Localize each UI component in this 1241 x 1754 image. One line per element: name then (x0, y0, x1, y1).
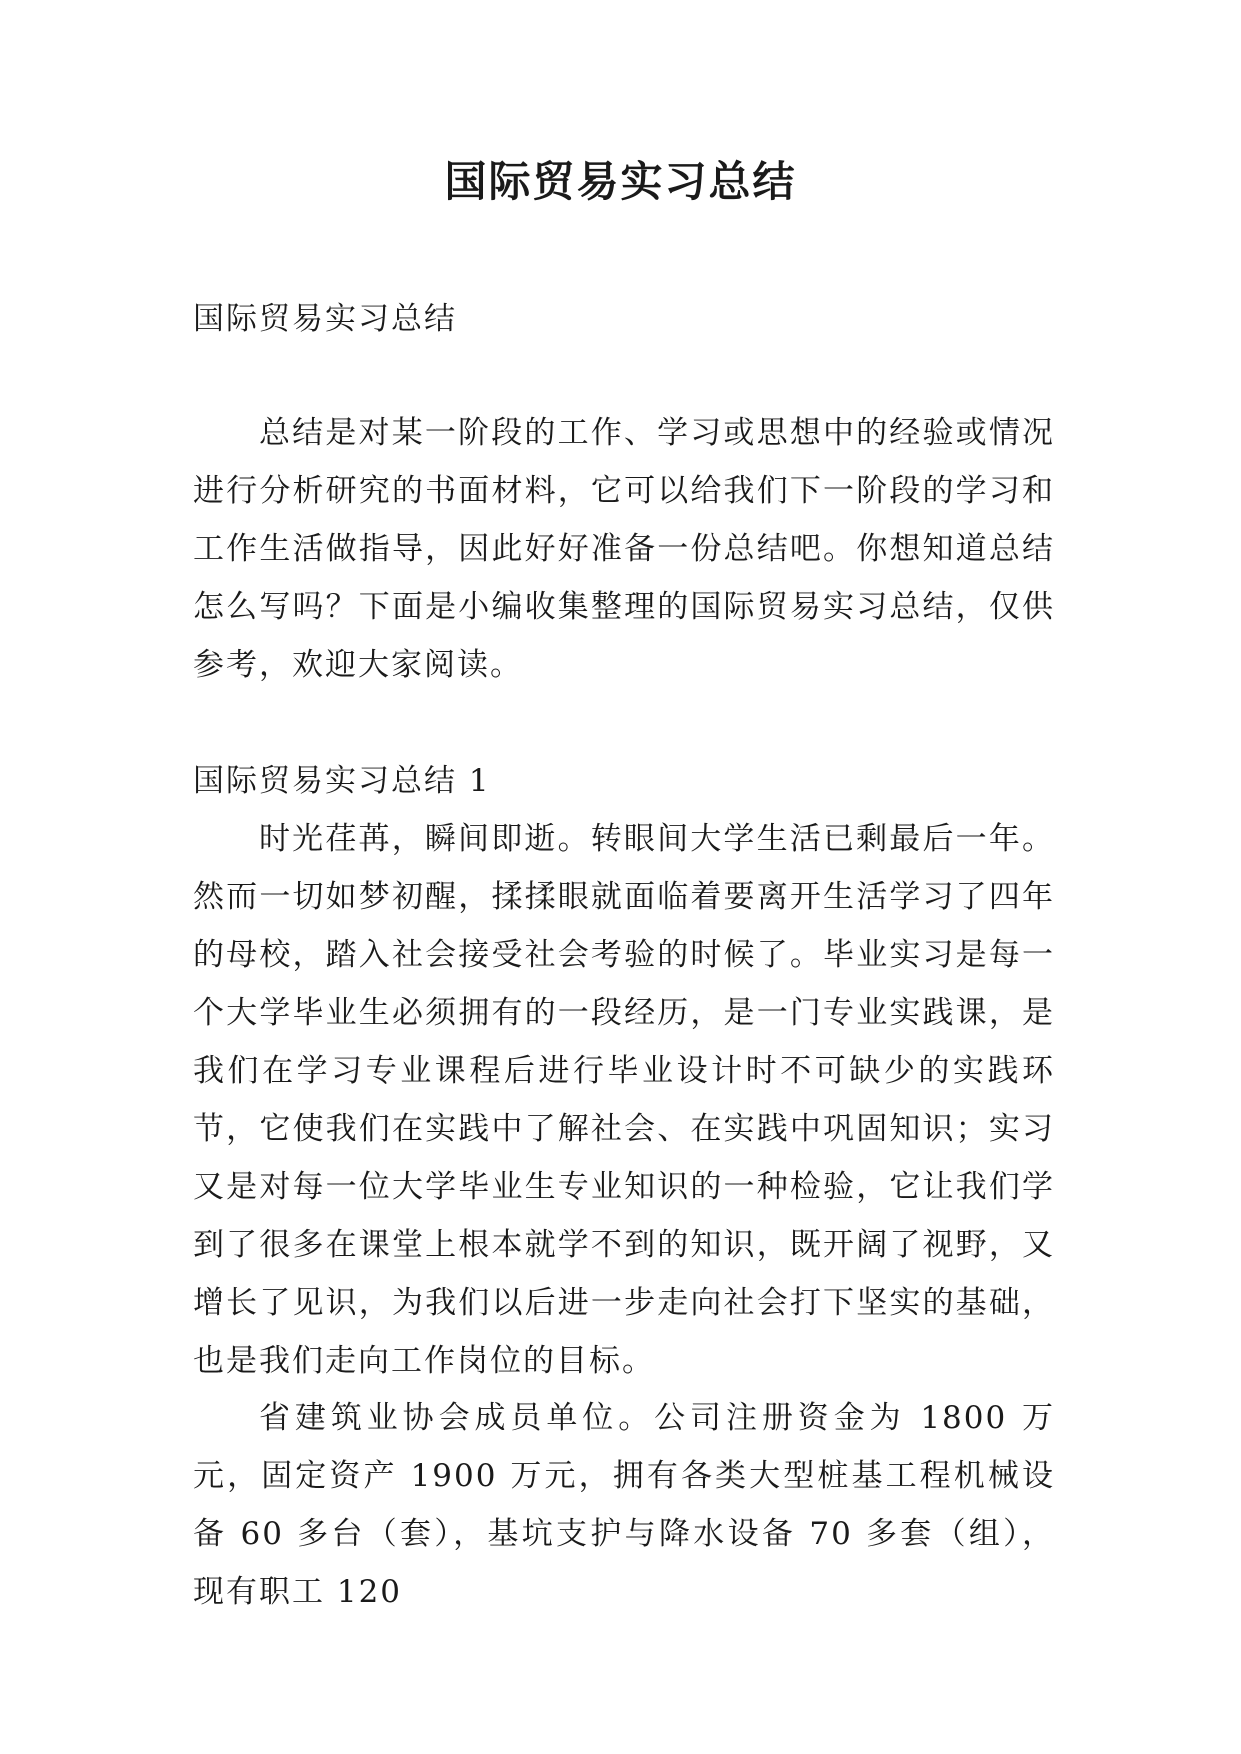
document-subtitle: 国际贸易实习总结 (193, 301, 457, 337)
body-paragraph-1: 时光荏苒，瞬间即逝。转眼间大学生活已剩最后一年。然而一切如梦初醒，揉揉眼就面临着要离开生活学习了四年的母校，踏入社会接受社会考验的时候了。毕业实习是每一个大学毕业生必须拥有的一段经历，是一门专业实践课，是我们在学习专业课程后进行毕业设计时不可缺少的实践环节，它使我们在实践中了解社会、在实践中巩固知识；实习又是对每一位大学毕业生专业知识的一种检验，它让我们学到了很多在课堂上根本就学不到的知识，既开阔了视野，又增长了见识，为我们以后进一步走向社会打下坚实的基础，也是我们走向工作岗位的目标。 (193, 821, 1055, 1379)
section-heading: 国际贸易实习总结 1 (193, 763, 491, 799)
document-title: 国际贸易实习总结 (444, 157, 797, 206)
body-paragraph-2: 省建筑业协会成员单位。公司注册资金为 1800 万元，固定资产 1900 万元，拥有各类大型桩基工程机械设备 60 多台（套），基坑支护与降水设备 70 多套（组），现有职工 120 (193, 1400, 1055, 1610)
intro-paragraph: 总结是对某一阶段的工作、学习或思想中的经验或情况进行分析研究的书面材料，它可以给我们下一阶段的学习和工作生活做指导，因此好好准备一份总结吧。你想知道总结怎么写吗？下面是小编收集整理的国际贸易实习总结，仅供参考，欢迎大家阅读。 (193, 415, 1055, 683)
